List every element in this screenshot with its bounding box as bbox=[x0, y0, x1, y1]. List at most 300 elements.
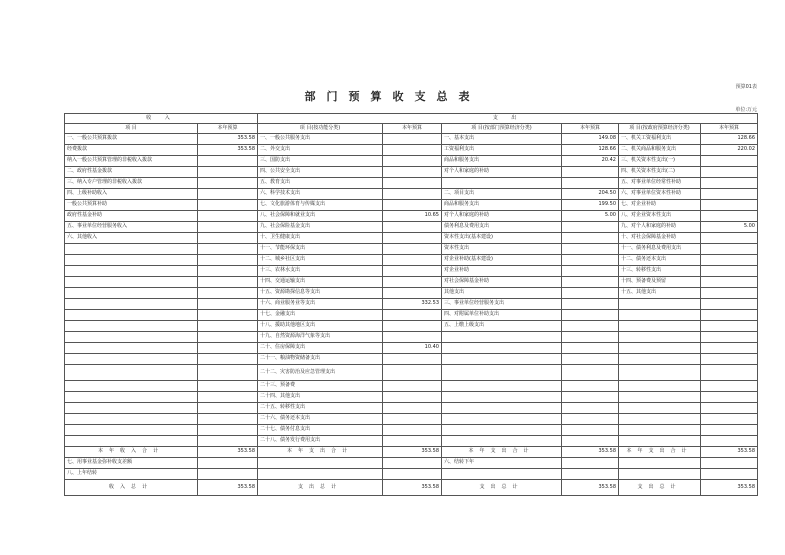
income-item-cell: 一般公共预算补助 bbox=[65, 200, 198, 211]
func-budget-cell bbox=[383, 310, 442, 321]
func-item-cell: 十六、商业服务业等支出 bbox=[258, 299, 383, 310]
income-budget-cell bbox=[198, 436, 258, 447]
gov-budget-cell bbox=[701, 244, 758, 255]
func-budget-cell bbox=[383, 222, 442, 233]
gov-budget-cell: 220.02 bbox=[701, 145, 758, 156]
func-budget-cell bbox=[383, 414, 442, 425]
table-row bbox=[65, 354, 758, 365]
func-budget-cell bbox=[383, 255, 442, 266]
empty-cell bbox=[701, 458, 758, 469]
gov-item-cell bbox=[619, 381, 701, 392]
dept-budget-cell bbox=[562, 343, 619, 354]
budget-table bbox=[64, 113, 758, 496]
income-budget-cell bbox=[198, 321, 258, 332]
func-item-cell: 十五、资源勘探信息等支出 bbox=[258, 288, 383, 299]
gov-item-cell: 四、机关资本性支出(二) bbox=[619, 167, 701, 178]
dept-budget-cell bbox=[562, 425, 619, 436]
gov-budget-cell: 128.66 bbox=[701, 134, 758, 145]
income-item-cell bbox=[65, 365, 198, 381]
gov-item-cell: 十三、转移性支出 bbox=[619, 266, 701, 277]
table-row bbox=[65, 189, 758, 200]
income-budget-cell bbox=[198, 288, 258, 299]
col-budget-header: 本年预算 bbox=[562, 124, 619, 134]
gov-budget-cell bbox=[701, 288, 758, 299]
dept-item-cell: 对个人和家庭的补助 bbox=[442, 167, 562, 178]
gov-item-cell bbox=[619, 343, 701, 354]
gov-budget-cell bbox=[701, 255, 758, 266]
col-dept-header: 项 目(按部门预算经济分类) bbox=[442, 124, 562, 134]
func-budget-cell bbox=[383, 365, 442, 381]
dept-item-cell: 五、上缴上级支出 bbox=[442, 321, 562, 332]
func-budget-cell bbox=[383, 436, 442, 447]
table-row bbox=[65, 266, 758, 277]
table-row bbox=[65, 288, 758, 299]
dept-budget-cell bbox=[562, 277, 619, 288]
gov-budget-cell bbox=[701, 310, 758, 321]
income-item-cell bbox=[65, 244, 198, 255]
gov-budget-cell bbox=[701, 321, 758, 332]
empty-cell bbox=[562, 458, 619, 469]
table-row bbox=[65, 343, 758, 354]
gov-item-cell bbox=[619, 310, 701, 321]
gov-item-cell: 十四、预备费及预留 bbox=[619, 277, 701, 288]
table-row bbox=[65, 381, 758, 392]
income-item-cell bbox=[65, 255, 198, 266]
empty-cell bbox=[198, 458, 258, 469]
gov-budget-cell bbox=[701, 200, 758, 211]
gov-item-cell: 一、机关工资福利支出 bbox=[619, 134, 701, 145]
expense-total-label: 支出总计 bbox=[442, 480, 562, 496]
func-item-cell: 二十三、预备费 bbox=[258, 381, 383, 392]
gov-budget-cell bbox=[701, 343, 758, 354]
income-item-cell: 四、上级补助收入 bbox=[65, 189, 198, 200]
func-item-cell: 二、外交支出 bbox=[258, 145, 383, 156]
dept-item-cell: 二、项目支出 bbox=[442, 189, 562, 200]
dept-item-cell bbox=[442, 354, 562, 365]
gov-item-cell bbox=[619, 425, 701, 436]
dept-budget-cell bbox=[562, 414, 619, 425]
empty-cell bbox=[258, 469, 383, 480]
dept-budget-cell bbox=[562, 354, 619, 365]
income-subtotal-value: 353.58 bbox=[198, 447, 258, 458]
gov-budget-cell: 5.00 bbox=[701, 222, 758, 233]
gov-item-cell bbox=[619, 365, 701, 381]
func-budget-cell bbox=[383, 277, 442, 288]
col-budget-header: 本年预算 bbox=[198, 124, 258, 134]
func-item-cell: 十三、农林水支出 bbox=[258, 266, 383, 277]
total-row bbox=[65, 480, 758, 496]
gov-budget-cell bbox=[701, 365, 758, 381]
table-row bbox=[65, 156, 758, 167]
income-header: 收 入 bbox=[65, 114, 258, 124]
income-budget-cell bbox=[198, 365, 258, 381]
column-header-row bbox=[65, 124, 758, 134]
gov-item-cell bbox=[619, 392, 701, 403]
dept-item-cell: 商品和服务支出 bbox=[442, 200, 562, 211]
empty-cell bbox=[442, 469, 562, 480]
dept-budget-cell bbox=[562, 321, 619, 332]
income-item-cell bbox=[65, 288, 198, 299]
gov-item-cell: 二、机关商品和服务支出 bbox=[619, 145, 701, 156]
func-budget-cell bbox=[383, 354, 442, 365]
gov-budget-cell bbox=[701, 178, 758, 189]
dept-budget-cell bbox=[562, 178, 619, 189]
func-item-cell: 二十六、债务还本支出 bbox=[258, 414, 383, 425]
func-item-cell: 十八、援助其他地区支出 bbox=[258, 321, 383, 332]
form-number: 预算01表 bbox=[735, 84, 757, 90]
gov-budget-cell bbox=[701, 156, 758, 167]
func-budget-cell bbox=[383, 134, 442, 145]
last-year-label: 八、上年结转 bbox=[65, 469, 198, 480]
func-item-cell: 十九、自然资源海洋气象等支出 bbox=[258, 332, 383, 343]
gov-budget-cell bbox=[701, 354, 758, 365]
table-row bbox=[65, 167, 758, 178]
table-row bbox=[65, 244, 758, 255]
gov-item-cell bbox=[619, 332, 701, 343]
gov-item-cell: 十一、债务利息及费用支出 bbox=[619, 244, 701, 255]
empty-cell bbox=[383, 469, 442, 480]
dept-budget-cell bbox=[562, 222, 619, 233]
income-item-cell: 六、其他收入 bbox=[65, 233, 198, 244]
income-item-cell bbox=[65, 321, 198, 332]
expense-subtotal-value: 353.58 bbox=[383, 447, 442, 458]
dept-item-cell bbox=[442, 381, 562, 392]
func-item-cell: 九、社会保险基金支出 bbox=[258, 222, 383, 233]
section-header-row bbox=[65, 114, 758, 124]
dept-budget-cell bbox=[562, 266, 619, 277]
func-item-cell: 三、国防支出 bbox=[258, 156, 383, 167]
dept-item-cell: 工资福利支出 bbox=[442, 145, 562, 156]
income-item-cell bbox=[65, 310, 198, 321]
func-budget-cell bbox=[383, 266, 442, 277]
dept-budget-cell bbox=[562, 244, 619, 255]
expense-subtotal-value: 353.58 bbox=[562, 447, 619, 458]
dept-item-cell: 商品和服务支出 bbox=[442, 156, 562, 167]
func-budget-cell bbox=[383, 233, 442, 244]
func-budget-cell bbox=[383, 189, 442, 200]
dept-item-cell bbox=[442, 414, 562, 425]
dept-budget-cell: 204.50 bbox=[562, 189, 619, 200]
dept-item-cell: 债务利息及费用支出 bbox=[442, 222, 562, 233]
dept-item-cell bbox=[442, 403, 562, 414]
func-budget-cell: 10.65 bbox=[383, 211, 442, 222]
col-func-header: 项 目(按功能分类) bbox=[258, 124, 383, 134]
dept-item-cell: 对企业补助 bbox=[442, 266, 562, 277]
income-total-value: 353.58 bbox=[198, 480, 258, 496]
dept-budget-cell: 5.00 bbox=[562, 211, 619, 222]
dept-item-cell: 一、基本支出 bbox=[442, 134, 562, 145]
income-budget-cell bbox=[198, 277, 258, 288]
func-item-cell: 十、卫生健康支出 bbox=[258, 233, 383, 244]
dept-budget-cell: 128.66 bbox=[562, 145, 619, 156]
col-item-header: 项 目 bbox=[65, 124, 198, 134]
dept-budget-cell bbox=[562, 436, 619, 447]
last-year-row bbox=[65, 469, 758, 480]
income-item-cell bbox=[65, 266, 198, 277]
carry-expense-label: 六、结转下年 bbox=[442, 458, 562, 469]
gov-item-cell bbox=[619, 321, 701, 332]
income-item-cell bbox=[65, 414, 198, 425]
dept-item-cell bbox=[442, 365, 562, 381]
income-budget-cell bbox=[198, 332, 258, 343]
func-budget-cell bbox=[383, 145, 442, 156]
expense-subtotal-value: 353.58 bbox=[701, 447, 758, 458]
table-row bbox=[65, 277, 758, 288]
col-budget-header: 本年预算 bbox=[383, 124, 442, 134]
income-subtotal-label: 本年收入合计 bbox=[65, 447, 198, 458]
table-row bbox=[65, 233, 758, 244]
expense-subtotal-label: 本年支出合计 bbox=[442, 447, 562, 458]
income-budget-cell bbox=[198, 255, 258, 266]
gov-item-cell bbox=[619, 436, 701, 447]
income-item-cell: 一、一般公共预算拨款 bbox=[65, 134, 198, 145]
func-budget-cell bbox=[383, 167, 442, 178]
dept-item-cell bbox=[442, 343, 562, 354]
income-item-cell: 政府性基金补助 bbox=[65, 211, 198, 222]
func-budget-cell bbox=[383, 381, 442, 392]
income-budget-cell bbox=[198, 200, 258, 211]
income-budget-cell bbox=[198, 211, 258, 222]
dept-item-cell: 其他支出 bbox=[442, 288, 562, 299]
income-budget-cell bbox=[198, 178, 258, 189]
income-item-cell: 经费拨款 bbox=[65, 145, 198, 156]
func-budget-cell bbox=[383, 425, 442, 436]
func-item-cell: 二十、住房保障支出 bbox=[258, 343, 383, 354]
col-gov-header: 项 目(按政府预算经济分类) bbox=[619, 124, 701, 134]
func-budget-cell bbox=[383, 332, 442, 343]
gov-budget-cell bbox=[701, 277, 758, 288]
dept-item-cell: 三、事业单位经营服务支出 bbox=[442, 299, 562, 310]
func-budget-cell bbox=[383, 403, 442, 414]
income-budget-cell bbox=[198, 222, 258, 233]
gov-item-cell: 七、对企业补助 bbox=[619, 200, 701, 211]
table-row bbox=[65, 392, 758, 403]
func-budget-cell bbox=[383, 200, 442, 211]
expense-subtotal-label: 本年支出合计 bbox=[258, 447, 383, 458]
func-item-cell: 十一、节能环保支出 bbox=[258, 244, 383, 255]
dept-budget-cell: 20.42 bbox=[562, 156, 619, 167]
income-budget-cell bbox=[198, 392, 258, 403]
gov-budget-cell bbox=[701, 425, 758, 436]
income-budget-cell bbox=[198, 414, 258, 425]
gov-item-cell: 八、对企业资本性支出 bbox=[619, 211, 701, 222]
income-item-cell bbox=[65, 354, 198, 365]
table-row bbox=[65, 414, 758, 425]
table-row bbox=[65, 365, 758, 381]
income-budget-cell bbox=[198, 233, 258, 244]
income-budget-cell bbox=[198, 266, 258, 277]
gov-item-cell: 十二、债务还本支出 bbox=[619, 255, 701, 266]
income-item-cell bbox=[65, 403, 198, 414]
income-budget-cell bbox=[198, 354, 258, 365]
dept-budget-cell bbox=[562, 332, 619, 343]
func-item-cell: 五、教育支出 bbox=[258, 178, 383, 189]
dept-item-cell: 对企业补助(基本建设) bbox=[442, 255, 562, 266]
func-item-cell: 七、文化旅游体育与传媒支出 bbox=[258, 200, 383, 211]
dept-budget-cell bbox=[562, 255, 619, 266]
empty-cell bbox=[619, 469, 701, 480]
func-budget-cell: 332.53 bbox=[383, 299, 442, 310]
gov-budget-cell bbox=[701, 381, 758, 392]
income-budget-cell bbox=[198, 299, 258, 310]
income-budget-cell bbox=[198, 310, 258, 321]
func-item-cell: 一、一般公共服务支出 bbox=[258, 134, 383, 145]
table-row bbox=[65, 222, 758, 233]
income-budget-cell bbox=[198, 156, 258, 167]
gov-item-cell bbox=[619, 354, 701, 365]
dept-budget-cell bbox=[562, 167, 619, 178]
table-row bbox=[65, 145, 758, 156]
func-item-cell: 十四、交通运输支出 bbox=[258, 277, 383, 288]
func-item-cell: 二十八、债务发行费用支出 bbox=[258, 436, 383, 447]
income-budget-cell bbox=[198, 381, 258, 392]
income-item-cell bbox=[65, 299, 198, 310]
income-budget-cell bbox=[198, 189, 258, 200]
income-item-cell: 五、事业单位经营服务收入 bbox=[65, 222, 198, 233]
dept-budget-cell bbox=[562, 288, 619, 299]
table-row bbox=[65, 255, 758, 266]
func-budget-cell bbox=[383, 392, 442, 403]
gov-item-cell: 六、对事业单位资本性补助 bbox=[619, 189, 701, 200]
gov-item-cell bbox=[619, 299, 701, 310]
income-total-label: 收入总计 bbox=[65, 480, 198, 496]
dept-item-cell bbox=[442, 436, 562, 447]
expense-subtotal-label: 本年支出合计 bbox=[619, 447, 701, 458]
gov-budget-cell bbox=[701, 392, 758, 403]
gov-budget-cell bbox=[701, 211, 758, 222]
income-item-cell bbox=[65, 332, 198, 343]
dept-budget-cell: 149.08 bbox=[562, 134, 619, 145]
func-budget-cell bbox=[383, 156, 442, 167]
func-item-cell: 十二、城乡社区支出 bbox=[258, 255, 383, 266]
dept-item-cell: 对社会保障基金补助 bbox=[442, 277, 562, 288]
income-item-cell bbox=[65, 381, 198, 392]
gov-item-cell bbox=[619, 403, 701, 414]
table-row bbox=[65, 200, 758, 211]
income-item-cell: 纳入一般公共预算管理的非税收入拨款 bbox=[65, 156, 198, 167]
dept-budget-cell bbox=[562, 381, 619, 392]
empty-cell bbox=[198, 469, 258, 480]
table-row bbox=[65, 332, 758, 343]
dept-budget-cell bbox=[562, 299, 619, 310]
func-item-cell: 二十五、转移性支出 bbox=[258, 403, 383, 414]
dept-budget-cell bbox=[562, 365, 619, 381]
func-item-cell: 二十一、粮油物资储备支出 bbox=[258, 354, 383, 365]
expense-total-label: 支出总计 bbox=[619, 480, 701, 496]
dept-item-cell: 四、对附属单位补助支出 bbox=[442, 310, 562, 321]
empty-cell bbox=[383, 458, 442, 469]
income-budget-cell bbox=[198, 425, 258, 436]
func-budget-cell bbox=[383, 178, 442, 189]
dept-item-cell: 资本性支出(基本建设) bbox=[442, 233, 562, 244]
table-row bbox=[65, 425, 758, 436]
empty-cell bbox=[562, 469, 619, 480]
dept-item-cell bbox=[442, 425, 562, 436]
dept-item-cell bbox=[442, 392, 562, 403]
gov-budget-cell bbox=[701, 414, 758, 425]
carry-row bbox=[65, 458, 758, 469]
func-item-cell: 十七、金融支出 bbox=[258, 310, 383, 321]
table-row bbox=[65, 321, 758, 332]
func-budget-cell bbox=[383, 244, 442, 255]
table-row bbox=[65, 299, 758, 310]
dept-budget-cell bbox=[562, 233, 619, 244]
gov-item-cell bbox=[619, 414, 701, 425]
gov-budget-cell bbox=[701, 403, 758, 414]
gov-budget-cell bbox=[701, 266, 758, 277]
func-item-cell: 二十四、其他支出 bbox=[258, 392, 383, 403]
empty-cell bbox=[258, 458, 383, 469]
func-budget-cell: 10.40 bbox=[383, 343, 442, 354]
expense-header: 支 出 bbox=[258, 114, 758, 124]
subtotal-row bbox=[65, 447, 758, 458]
gov-item-cell: 十、对社会保障基金补助 bbox=[619, 233, 701, 244]
income-item-cell bbox=[65, 425, 198, 436]
func-item-cell: 四、公共安全支出 bbox=[258, 167, 383, 178]
income-budget-cell bbox=[198, 167, 258, 178]
income-item-cell bbox=[65, 343, 198, 354]
gov-item-cell: 三、机关资本性支出(一) bbox=[619, 156, 701, 167]
income-budget-cell bbox=[198, 403, 258, 414]
gov-budget-cell bbox=[701, 167, 758, 178]
income-budget-cell bbox=[198, 244, 258, 255]
dept-item-cell: 资本性支出 bbox=[442, 244, 562, 255]
gov-budget-cell bbox=[701, 189, 758, 200]
gov-budget-cell bbox=[701, 299, 758, 310]
expense-total-value: 353.58 bbox=[383, 480, 442, 496]
table-row bbox=[65, 436, 758, 447]
dept-item-cell bbox=[442, 178, 562, 189]
income-item-cell: 三、纳入专户管理的非税收入拨款 bbox=[65, 178, 198, 189]
empty-cell bbox=[701, 469, 758, 480]
dept-budget-cell bbox=[562, 392, 619, 403]
dept-item-cell: 对个人和家庭的补助 bbox=[442, 211, 562, 222]
func-budget-cell bbox=[383, 288, 442, 299]
dept-budget-cell bbox=[562, 310, 619, 321]
table-row bbox=[65, 134, 758, 145]
expense-total-value: 353.58 bbox=[701, 480, 758, 496]
income-budget-cell: 353.58 bbox=[198, 145, 258, 156]
income-item-cell: 二、政府性基金拨款 bbox=[65, 167, 198, 178]
gov-budget-cell bbox=[701, 233, 758, 244]
table-row bbox=[65, 310, 758, 321]
income-item-cell bbox=[65, 392, 198, 403]
empty-cell bbox=[619, 458, 701, 469]
dept-budget-cell bbox=[562, 403, 619, 414]
carry-income-label: 七、用事业基金弥补收支差额 bbox=[65, 458, 198, 469]
dept-budget-cell: 199.50 bbox=[562, 200, 619, 211]
unit-label: 单位:万元 bbox=[735, 107, 757, 113]
gov-budget-cell bbox=[701, 332, 758, 343]
income-item-cell bbox=[65, 436, 198, 447]
gov-item-cell: 九、对个人和家庭的补助 bbox=[619, 222, 701, 233]
func-item-cell: 二十二、灾害防治及应急管理支出 bbox=[258, 365, 383, 381]
income-budget-cell: 353.58 bbox=[198, 134, 258, 145]
expense-total-label: 支出总计 bbox=[258, 480, 383, 496]
table-row bbox=[65, 403, 758, 414]
income-item-cell bbox=[65, 277, 198, 288]
income-budget-cell bbox=[198, 343, 258, 354]
gov-item-cell: 五、对事业单位经常性补助 bbox=[619, 178, 701, 189]
gov-item-cell: 十五、其他支出 bbox=[619, 288, 701, 299]
dept-item-cell bbox=[442, 332, 562, 343]
func-item-cell: 二十七、债务付息支出 bbox=[258, 425, 383, 436]
page-title: 部门预算收支总表 bbox=[304, 90, 481, 103]
func-item-cell: 八、社会保障和就业支出 bbox=[258, 211, 383, 222]
table-row bbox=[65, 178, 758, 189]
gov-budget-cell bbox=[701, 436, 758, 447]
table-row bbox=[65, 211, 758, 222]
